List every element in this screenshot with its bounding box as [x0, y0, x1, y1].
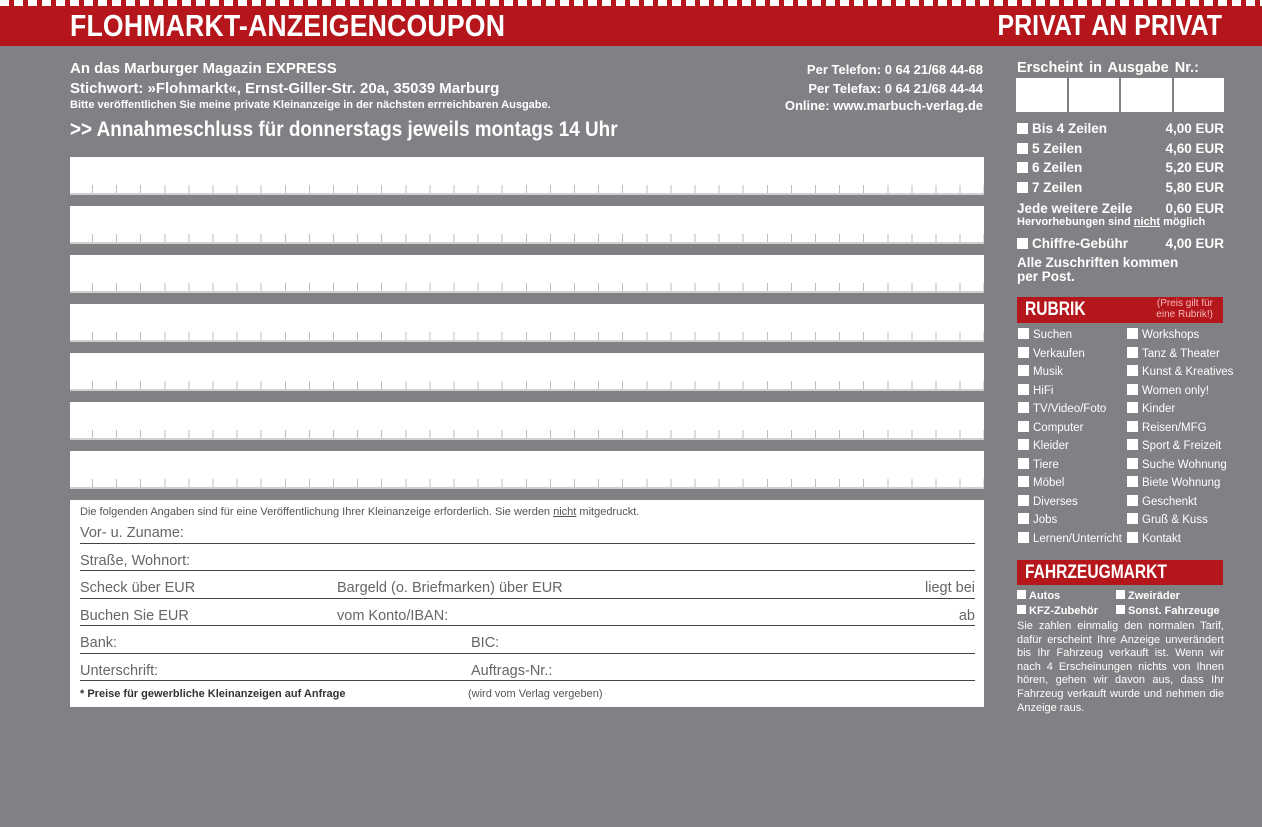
- order-number-note: (wird vom Verlag vergeben): [468, 688, 603, 700]
- rubrik-option[interactable]: [1018, 365, 1063, 378]
- highlight-note: Hervorhebungen sind nicht möglich: [1017, 216, 1206, 228]
- rubrik-option[interactable]: [1018, 347, 1085, 360]
- rubrik-checkbox[interactable]: [1127, 476, 1138, 487]
- bic-label: BIC:: [471, 635, 500, 651]
- header-bar: [0, 6, 1262, 46]
- name-field[interactable]: [80, 543, 975, 544]
- line-baseline: [70, 242, 984, 244]
- rubrik-price-note: (Preis gilt für eine Rubrik!): [1156, 298, 1213, 320]
- check-label: Scheck über EUR: [80, 580, 196, 596]
- address-instruction: Bitte veröffentlichen Sie meine private Kleinanzeige in der nächsten errreichbaren Ausgabe.: [70, 99, 551, 111]
- ad-text-line-7[interactable]: [70, 451, 984, 489]
- rubrik-option[interactable]: [1018, 328, 1072, 341]
- rubrik-option-label: Verkaufen: [1033, 347, 1085, 360]
- rubrik-checkbox[interactable]: [1018, 458, 1029, 469]
- price-row[interactable]: Bis 4 Zeilen 4,00 EUR: [1017, 121, 1224, 139]
- rubrik-checkbox[interactable]: [1018, 402, 1029, 413]
- rubrik-option[interactable]: [1127, 384, 1209, 397]
- debit-label: Buchen Sie EUR: [80, 608, 189, 624]
- account-label: vom Konto/IBAN:: [337, 608, 449, 624]
- price-checkbox[interactable]: [1017, 182, 1028, 193]
- rubrik-option-label: Kleider: [1033, 440, 1069, 452]
- issue-number-box[interactable]: [1069, 78, 1120, 112]
- rubrik-option-label: Biete Wohnung: [1142, 477, 1221, 489]
- rubrik-option[interactable]: [1127, 513, 1208, 526]
- rubrik-checkbox[interactable]: [1018, 328, 1029, 339]
- rubrik-checkbox[interactable]: [1018, 384, 1029, 395]
- order-number-label: Auftrags-Nr.:: [471, 663, 553, 679]
- price-checkbox[interactable]: [1017, 143, 1028, 154]
- price-row[interactable]: 5 Zeilen 4,60 EUR: [1017, 141, 1224, 159]
- issue-label: Erscheint in Ausgabe Nr.:: [1017, 60, 1199, 76]
- rubrik-option[interactable]: [1018, 402, 1106, 415]
- commercial-footnote: * Preise für gewerbliche Kleinanzeigen auf Anfrage: [80, 688, 346, 700]
- rubrik-checkbox[interactable]: [1127, 365, 1138, 376]
- rubrik-option[interactable]: [1018, 458, 1059, 471]
- rubrik-option[interactable]: [1018, 495, 1078, 508]
- fahrzeug-checkbox[interactable]: [1116, 590, 1125, 599]
- rubrik-option-label: TV/Video/Foto: [1033, 403, 1107, 415]
- fahrzeugmarkt-header: [1017, 560, 1223, 585]
- rubrik-checkbox[interactable]: [1127, 458, 1138, 469]
- issue-number-box[interactable]: [1174, 78, 1225, 112]
- fahrzeug-option-zweiraeder[interactable]: Zweiräder: [1116, 590, 1180, 602]
- cash-label: Bargeld (o. Briefmarken) über EUR: [337, 580, 563, 596]
- deadline-notice: >> Annahmeschluss für donnerstags jeweils montags 14 Uhr: [70, 118, 618, 141]
- rubrik-option[interactable]: [1127, 458, 1227, 471]
- signature-label: Unterschrift:: [80, 663, 159, 679]
- street-label: Straße, Wohnort:: [80, 553, 191, 569]
- rubrik-option[interactable]: [1127, 365, 1233, 378]
- price-row[interactable]: 7 Zeilen 5,80 EUR: [1017, 180, 1224, 198]
- rubrik-checkbox[interactable]: [1127, 384, 1138, 395]
- rubrik-option[interactable]: [1127, 476, 1220, 489]
- ad-text-line-3[interactable]: [70, 255, 984, 293]
- rubrik-checkbox[interactable]: [1018, 532, 1029, 543]
- rubrik-title: RUBRIK: [1025, 299, 1086, 320]
- issue-number-box[interactable]: [1016, 78, 1067, 112]
- name-label: Vor- u. Zuname:: [80, 525, 184, 541]
- rubrik-option[interactable]: [1018, 439, 1069, 452]
- rubrik-option-label: Geschenkt: [1142, 495, 1197, 508]
- ad-text-line-2[interactable]: [70, 206, 984, 244]
- rubrik-option[interactable]: [1018, 384, 1053, 397]
- extra-line-price: Jede weitere Zeile 0,60 EUR: [1017, 201, 1224, 216]
- bank-label: Bank:: [80, 635, 118, 651]
- fahrzeug-checkbox[interactable]: [1017, 590, 1026, 599]
- rubrik-checkbox[interactable]: [1127, 513, 1138, 524]
- account-field[interactable]: [80, 625, 975, 626]
- rubrik-header: [1017, 297, 1223, 323]
- line-baseline: [70, 389, 984, 391]
- contact-online: Online: www.marbuch-verlag.de: [784, 98, 983, 113]
- address-recipient: An das Marburger Magazin EXPRESS: [70, 60, 337, 77]
- rubrik-option-label: Reisen/MFG: [1142, 421, 1207, 434]
- contact-fax: Per Telefax: 0 64 21/68 44-44: [808, 81, 983, 96]
- line-baseline: [70, 438, 984, 440]
- rubrik-checkbox[interactable]: [1127, 532, 1138, 543]
- street-field[interactable]: [80, 570, 975, 571]
- fahrzeugmarkt-title: FAHRZEUGMARKT: [1025, 562, 1167, 583]
- rubrik-checkbox[interactable]: [1127, 495, 1138, 506]
- rubrik-option-label: Sport & Freizeit: [1142, 440, 1222, 452]
- price-checkbox[interactable]: [1017, 162, 1028, 173]
- rubrik-option-label: Tanz & Theater: [1142, 347, 1220, 360]
- rubrik-checkbox[interactable]: [1018, 513, 1029, 524]
- rubrik-option-label: Gruß & Kuss: [1142, 514, 1208, 526]
- ad-text-line-4[interactable]: [70, 304, 984, 342]
- contact-phone: Per Telefon: 0 64 21/68 44-68: [806, 62, 983, 77]
- rubrik-option-label: Kinder: [1142, 403, 1176, 415]
- rubrik-option[interactable]: [1127, 347, 1220, 360]
- rubrik-option-label: Computer: [1033, 421, 1084, 434]
- rubrik-option-label: Suche Wohnung: [1142, 458, 1227, 471]
- rubrik-option-label: Kunst & Kreatives: [1142, 366, 1234, 378]
- rubrik-option-label: Jobs: [1033, 514, 1058, 526]
- fahrzeug-option-sonstige[interactable]: Sonst. Fahrzeuge: [1116, 605, 1220, 617]
- address-keyword: Stichwort: »Flohmarkt«, Ernst-Giller-Str. 20a, 35039 Marburg: [70, 80, 500, 97]
- rubrik-checkbox[interactable]: [1127, 439, 1138, 450]
- rubrik-option-label: Möbel: [1033, 477, 1065, 489]
- rubrik-checkbox[interactable]: [1127, 421, 1138, 432]
- issue-number-boxes: [1016, 78, 1224, 112]
- ad-text-line-6[interactable]: [70, 402, 984, 440]
- rubrik-option-label: Kontakt: [1142, 532, 1181, 545]
- rubrik-option-label: Suchen: [1033, 329, 1073, 341]
- chiffre-checkbox[interactable]: [1017, 238, 1028, 249]
- rubrik-option[interactable]: [1018, 421, 1084, 434]
- rubrik-option-label: Tiere: [1033, 458, 1059, 471]
- price-row[interactable]: 6 Zeilen 5,20 EUR: [1017, 160, 1224, 178]
- rubrik-option[interactable]: [1127, 328, 1199, 341]
- chiffre-row[interactable]: Chiffre-Gebühr 4,00 EUR: [1017, 236, 1224, 254]
- rubrik-option[interactable]: [1018, 476, 1064, 489]
- fahrzeug-description: Sie zahlen einmalig den normalen Tarif, dafür erscheint Ihre Anzeige unverändert bis Ihr Fahrzeug verkauft ist. Wenn wir nach 4 Erscheinungen nichts von Ihnen hören, gehen wir davon aus, dass Ihr Fahrzeug verkauft wurde und nehmen die Anzeige raus.: [1017, 620, 1224, 714]
- rubrik-checkbox[interactable]: [1018, 421, 1029, 432]
- line-baseline: [70, 291, 984, 293]
- fahrzeug-option-autos[interactable]: Autos: [1017, 590, 1060, 602]
- rubrik-option[interactable]: [1127, 439, 1221, 452]
- post-note: Alle Zuschriften kommen per Post.: [1017, 255, 1179, 284]
- line-baseline: [70, 487, 984, 489]
- personal-data-form: [70, 500, 984, 707]
- line-baseline: [70, 340, 984, 342]
- rubrik-checkbox[interactable]: [1127, 328, 1138, 339]
- rubrik-checkbox[interactable]: [1018, 495, 1029, 506]
- rubrik-option-label: Women only!: [1142, 384, 1209, 397]
- rubrik-checkbox[interactable]: [1127, 347, 1138, 358]
- rubrik-option-label: Lernen/Unterricht: [1033, 532, 1122, 545]
- rubrik-option-label: HiFi: [1033, 384, 1054, 397]
- bank-field[interactable]: [80, 653, 975, 654]
- ad-text-line-1[interactable]: [70, 157, 984, 195]
- rubrik-option-label: Workshops: [1142, 329, 1200, 341]
- rubrik-checkbox[interactable]: [1018, 476, 1029, 487]
- coupon-subtitle: PRIVAT AN PRIVAT: [997, 10, 1222, 42]
- rubrik-checkbox[interactable]: [1127, 402, 1138, 413]
- fahrzeug-checkbox[interactable]: [1116, 605, 1125, 614]
- rubrik-option-label: Musik: [1033, 366, 1064, 378]
- rubrik-option[interactable]: [1127, 421, 1207, 434]
- issue-number-box[interactable]: [1121, 78, 1172, 112]
- rubrik-option[interactable]: [1127, 532, 1181, 545]
- rubrik-option[interactable]: [1018, 513, 1057, 526]
- ab-label: ab: [958, 608, 975, 624]
- rubrik-option[interactable]: [1127, 402, 1175, 415]
- rubrik-checkbox[interactable]: [1018, 439, 1029, 450]
- line-baseline: [70, 193, 984, 195]
- price-checkbox[interactable]: [1017, 123, 1028, 134]
- rubrik-option[interactable]: [1018, 532, 1122, 545]
- signature-field[interactable]: [80, 680, 975, 681]
- payment-field[interactable]: [80, 598, 975, 599]
- fahrzeug-checkbox[interactable]: [1017, 605, 1026, 614]
- ad-text-line-5[interactable]: [70, 353, 984, 391]
- rubrik-option-label: Diverses: [1033, 495, 1078, 508]
- fahrzeug-option-kfz-zubehoer[interactable]: KFZ-Zubehör: [1017, 605, 1098, 617]
- form-note: Die folgenden Angaben sind für eine Veröffentlichung Ihrer Kleinanzeige erforderlich. Sie werden nicht mitgedruckt.: [80, 506, 640, 518]
- rubrik-option[interactable]: [1127, 495, 1197, 508]
- rubrik-checkbox[interactable]: [1018, 347, 1029, 358]
- rubrik-checkbox[interactable]: [1018, 365, 1029, 376]
- attached-label: liegt bei: [925, 580, 975, 596]
- coupon-title: FLOHMARKT-ANZEIGENCOUPON: [70, 8, 506, 43]
